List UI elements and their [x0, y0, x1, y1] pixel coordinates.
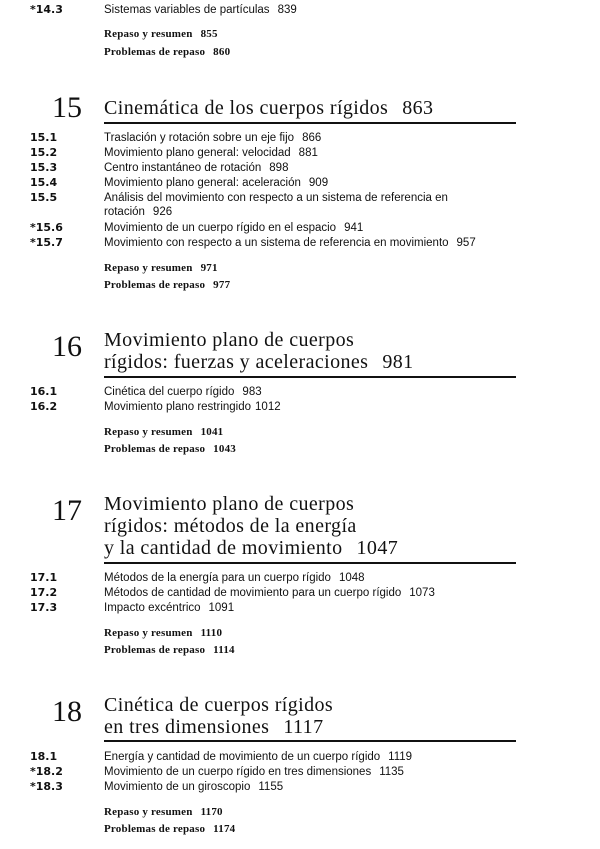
- section-number: *18.2: [30, 765, 63, 778]
- chapter-rule: [104, 740, 516, 742]
- section-page: 1091: [208, 602, 235, 614]
- chapter-title-line: Movimiento plano de cuerpos: [104, 493, 355, 515]
- review-page: 1110: [200, 627, 223, 639]
- review-entry: [104, 46, 230, 58]
- section-page: 866: [302, 132, 322, 144]
- chapter-page: 1117: [283, 716, 324, 738]
- section-number: *18.3: [30, 780, 63, 793]
- section-page: 983: [242, 386, 262, 398]
- chapter-title-line: en tres dimensiones: [104, 716, 270, 738]
- review-entry: [104, 426, 223, 438]
- chapter-title: [104, 329, 414, 373]
- section-page: 839: [277, 4, 297, 16]
- section-title: Impacto excéntrico: [104, 602, 201, 614]
- review-page: 977: [213, 279, 231, 291]
- section-number: 17.3: [30, 601, 58, 614]
- review-entry: [104, 644, 235, 656]
- section-title: Sistemas variables de partículas: [104, 4, 270, 16]
- section-title: Movimiento de un cuerpo rígido en el espacio: [104, 222, 337, 234]
- section-number: 16.2: [30, 400, 58, 413]
- section-page: 957: [456, 237, 476, 249]
- review-label: Repaso y resumen: [104, 627, 193, 639]
- review-page: 971: [200, 262, 218, 274]
- chapter-title: [104, 694, 333, 738]
- review-page: 1041: [200, 426, 224, 438]
- section-page: 1119: [388, 751, 413, 763]
- section-title: Movimiento plano restringido: [104, 401, 252, 413]
- chapter-number: 18: [52, 695, 82, 728]
- section-number: 17.1: [30, 571, 58, 584]
- review-label: Problemas de repaso: [104, 46, 206, 58]
- section-number: *14.3: [30, 3, 63, 16]
- chapter-title-line: Movimiento plano de cuerpos: [104, 329, 355, 351]
- chapter-rule: [104, 562, 516, 564]
- section-title: Movimiento plano general: velocidad: [104, 147, 291, 159]
- chapter-title-line: Cinemática de los cuerpos rígidos: [104, 97, 389, 119]
- section-number: 18.1: [30, 750, 58, 763]
- review-entry: [104, 823, 235, 835]
- chapter-number: 15: [52, 91, 82, 124]
- review-label: Repaso y resumen: [104, 426, 193, 438]
- section-page: 1135: [379, 766, 404, 778]
- section-page: 1012: [255, 401, 281, 413]
- section-number: 15.2: [30, 146, 58, 159]
- section-number: 17.2: [30, 586, 58, 599]
- review-entry: [104, 262, 218, 274]
- review-entry: [104, 279, 230, 291]
- section-title: Movimiento plano general: aceleración: [104, 177, 301, 189]
- section-title: Cinética del cuerpo rígido: [104, 386, 235, 398]
- chapter-page: 981: [382, 351, 414, 373]
- section-title: Métodos de la energía para un cuerpo rígido: [104, 572, 331, 584]
- review-page: 860: [213, 46, 231, 58]
- review-label: Repaso y resumen: [104, 28, 193, 40]
- section-number: *15.7: [30, 236, 63, 249]
- section-title: Movimiento de un cuerpo rígido en tres dimensiones: [104, 766, 372, 778]
- section-title: Traslación y rotación sobre un eje fijo: [104, 132, 295, 144]
- review-label: Problemas de repaso: [104, 823, 206, 835]
- review-entry: [104, 806, 223, 818]
- section-number: 15.1: [30, 131, 58, 144]
- section-title: Métodos de cantidad de movimiento para un cuerpo rígido: [104, 587, 402, 599]
- chapter-title-line: rígidos: métodos de la energía: [104, 515, 357, 537]
- section-page: 1073: [409, 587, 435, 599]
- section-number: 15.5: [30, 191, 58, 204]
- review-label: Problemas de repaso: [104, 644, 206, 656]
- section-page: 909: [308, 177, 329, 189]
- chapter-number: 17: [52, 494, 82, 527]
- section-number: 15.4: [30, 176, 58, 189]
- section-page: 941: [344, 222, 364, 234]
- section-page: 1048: [338, 572, 365, 584]
- chapter-title-line: rígidos: fuerzas y aceleraciones: [104, 351, 369, 373]
- section-number: *15.6: [30, 221, 63, 234]
- section-page: 881: [298, 147, 318, 159]
- chapter-title: [104, 493, 398, 559]
- section-title: Movimiento de un giroscopio: [104, 781, 251, 793]
- chapter-rule: [104, 122, 516, 124]
- section-number: 16.1: [30, 385, 58, 398]
- review-label: Repaso y resumen: [104, 262, 193, 274]
- review-label: Problemas de repaso: [104, 443, 206, 455]
- review-entry: [104, 28, 218, 40]
- review-label: Repaso y resumen: [104, 806, 193, 818]
- section-title: Energía y cantidad de movimiento de un cuerpo rígido: [104, 751, 381, 763]
- review-page: 1114: [213, 644, 235, 656]
- chapter-title: [104, 97, 433, 119]
- review-label: Problemas de repaso: [104, 279, 206, 291]
- section-page: 1155: [258, 781, 284, 793]
- review-page: 1174: [213, 823, 236, 835]
- section-title: Análisis del movimiento con respecto a un sistema de referencia en rotación: [104, 192, 448, 218]
- chapter-title-line: Cinética de cuerpos rígidos: [104, 694, 334, 716]
- section-number: 15.3: [30, 161, 58, 174]
- chapter-number: 16: [52, 330, 82, 363]
- section-page: 926: [152, 206, 173, 218]
- chapter-page: 863: [402, 97, 434, 119]
- section-page: 898: [269, 162, 289, 174]
- review-entry: [104, 443, 236, 455]
- review-page: 1043: [213, 443, 236, 455]
- chapter-rule: [104, 376, 516, 378]
- section-title: Centro instantáneo de rotación: [104, 162, 262, 174]
- review-entry: [104, 627, 222, 639]
- review-page: 855: [200, 28, 218, 40]
- review-page: 1170: [200, 806, 223, 818]
- chapter-page: 1047: [356, 537, 399, 559]
- chapter-title-line: y la cantidad de movimiento: [104, 537, 343, 559]
- section-title: Movimiento con respecto a un sistema de referencia en movimiento: [104, 237, 449, 249]
